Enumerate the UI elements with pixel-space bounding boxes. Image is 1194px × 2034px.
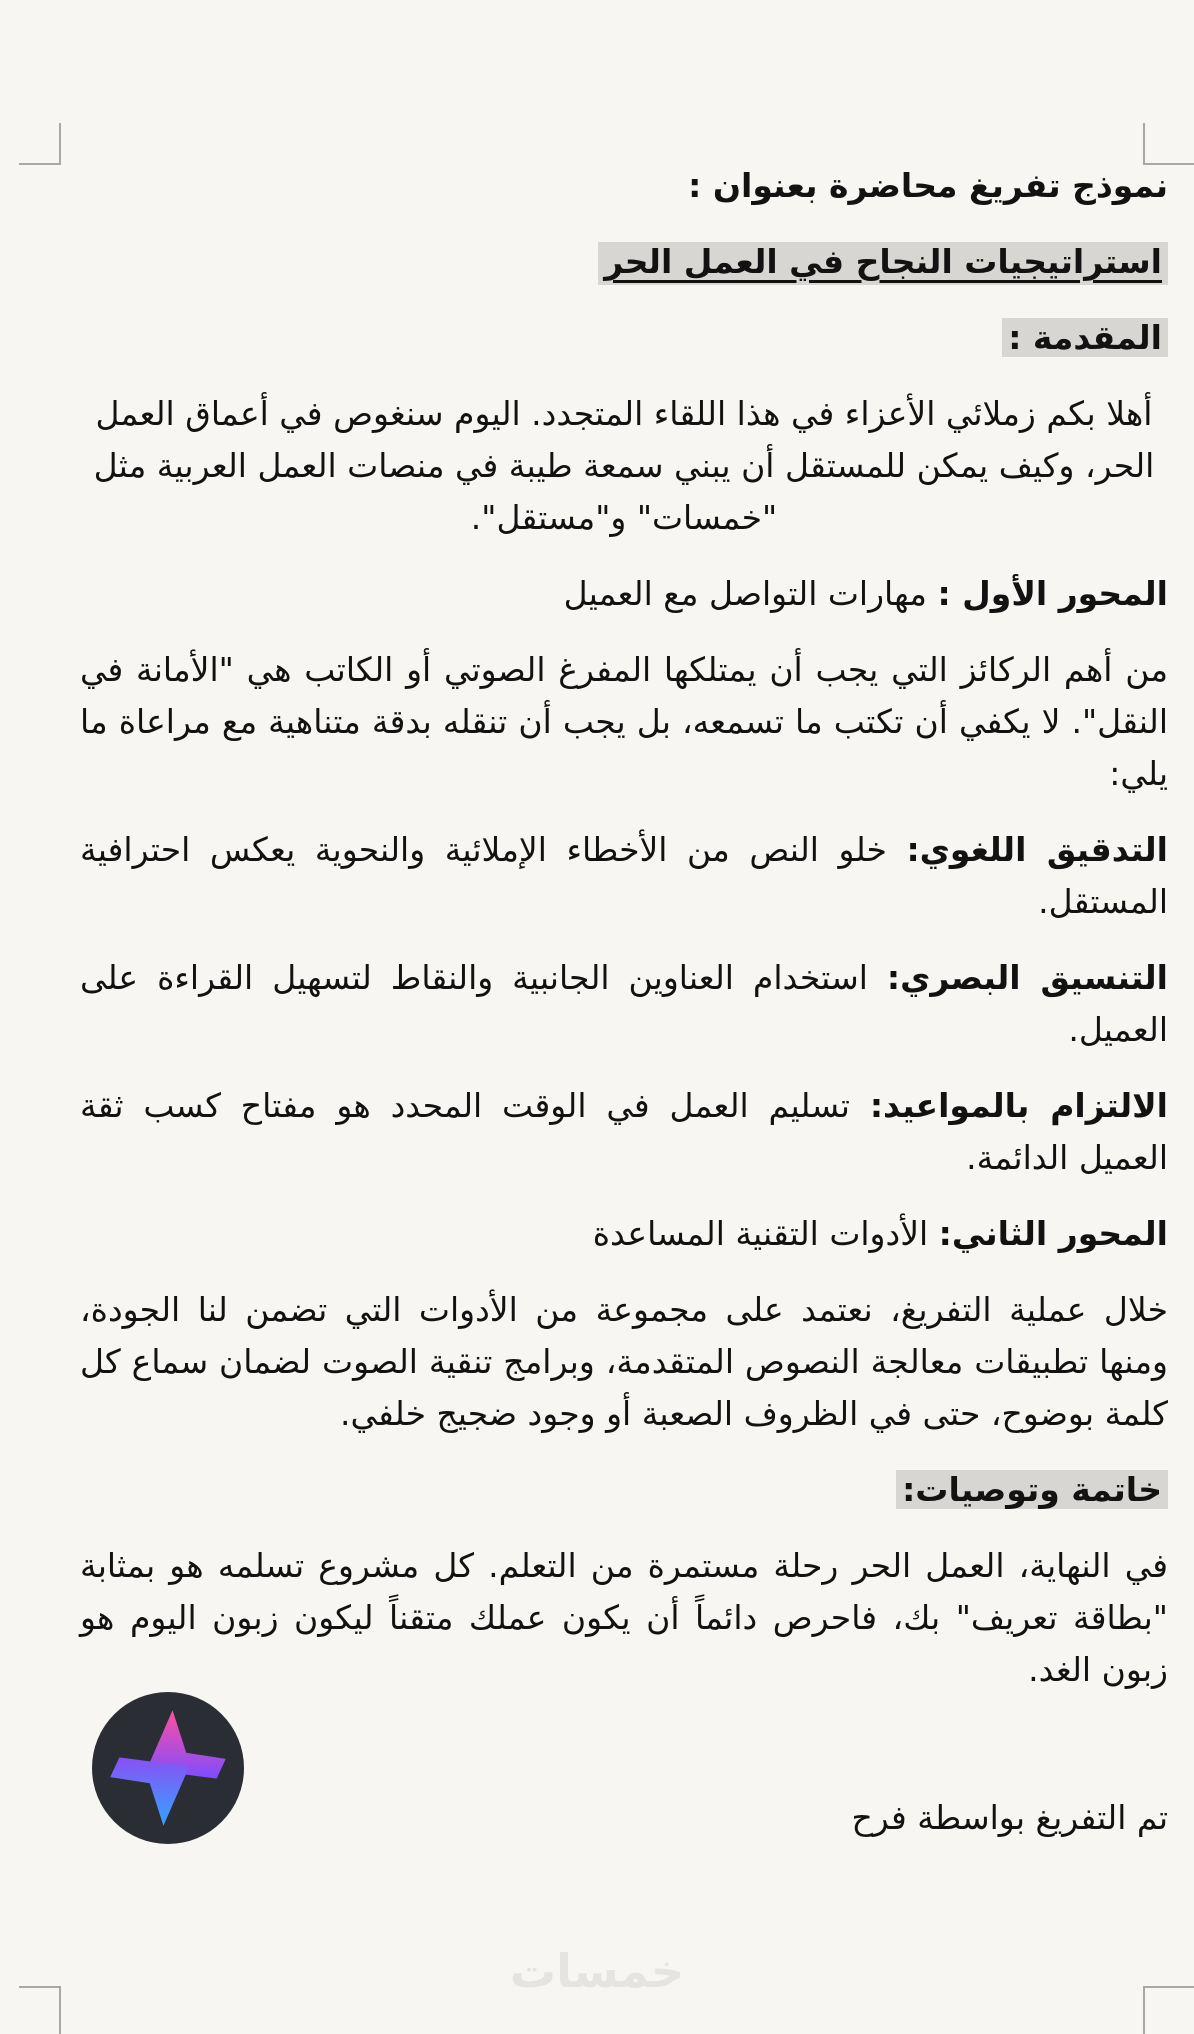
doc-title [80, 236, 1168, 288]
crop-mark-top-left [19, 123, 61, 165]
point-proofreading-rest: خلو النص من الأخطاء الإملائية والنحوية يعكس احترافية المستقل. [80, 830, 1168, 921]
axis2-rest: الأدوات التقنية المساعدة [592, 1214, 939, 1253]
intro-paragraph: أهلا بكم زملائي الأعزاء في هذا اللقاء المتجدد. اليوم سنغوص في أعماق العمل الحر، وكيف يمكن للمستقل أن يبني سمعة طيبة في منصات العمل العربية مثل "خمسات" و"مستقل". [93, 394, 1155, 537]
point-formatting-lead: التنسيق البصري: [886, 958, 1168, 997]
conclusion-paragraph: في النهاية، العمل الحر رحلة مستمرة من التعلم. كل مشروع تسلمه هو بمثابة "بطاقة تعريف" بك، فاحرص دائماً أن يكون عملك متقناً ليكون زبون اليوم هو زبون الغد. [80, 1546, 1168, 1689]
point-proofreading [80, 824, 1168, 928]
section-heading-conclusion-text: خاتمة وتوصيات: [896, 1470, 1168, 1509]
spark-icon [92, 1692, 244, 1844]
doc-title-text: استراتيجيات النجاح في العمل الحر [598, 242, 1168, 285]
point-deadlines-lead: الالتزام بالمواعيد: [869, 1086, 1168, 1125]
point-proofreading-lead: التدقيق اللغوي: [906, 830, 1168, 869]
document-content [80, 160, 1168, 1877]
point-deadlines [80, 1080, 1168, 1184]
axis1-rest: مهارات التواصل مع العميل [563, 574, 938, 613]
section-heading-conclusion [80, 1464, 1168, 1516]
axis1-paragraph: من أهم الركائز التي يجب أن يمتلكها المفرغ الصوتي أو الكاتب هي "الأمانة في النقل". لا يكفي أن تكتب ما تسمعه، بل يجب أن تنقله بدقة متناهية مع مراعاة ما يلي: [80, 650, 1168, 793]
spark-logo [92, 1692, 244, 1844]
point-formatting-rest: استخدام العناوين الجانبية والنقاط لتسهيل القراءة على العميل. [80, 958, 1168, 1049]
point-deadlines-rest: تسليم العمل في الوقت المحدد هو مفتاح كسب ثقة العميل الدائمة. [80, 1086, 1168, 1177]
axis2-paragraph: خلال عملية التفريغ، نعتمد على مجموعة من الأدوات التي تضمن لنا الجودة، ومنها تطبيقات معالجة النصوص المتقدمة، وبرامج تنقية الصوت لضمان سماع كل كلمة بوضوح، حتى في الظروف الصعبة أو وجود ضجيج خلفي. [80, 1290, 1168, 1433]
section-heading-axis1 [80, 568, 1168, 620]
doc-heading-text: نموذج تفريغ محاضرة بعنوان : [688, 166, 1168, 205]
section-heading-axis2 [80, 1208, 1168, 1260]
transcriber-note: تم التفريغ بواسطة فرح [851, 1798, 1168, 1837]
section-heading-intro-text: المقدمة : [1002, 318, 1168, 357]
khamsat-watermark: خمسات [509, 1944, 685, 1998]
axis1-lead: المحور الأول : [937, 574, 1168, 613]
point-formatting [80, 952, 1168, 1056]
crop-mark-top-right [1143, 123, 1194, 165]
section-heading-intro [80, 312, 1168, 364]
axis2-lead: المحور الثاني: [938, 1214, 1168, 1253]
doc-heading [80, 160, 1168, 212]
